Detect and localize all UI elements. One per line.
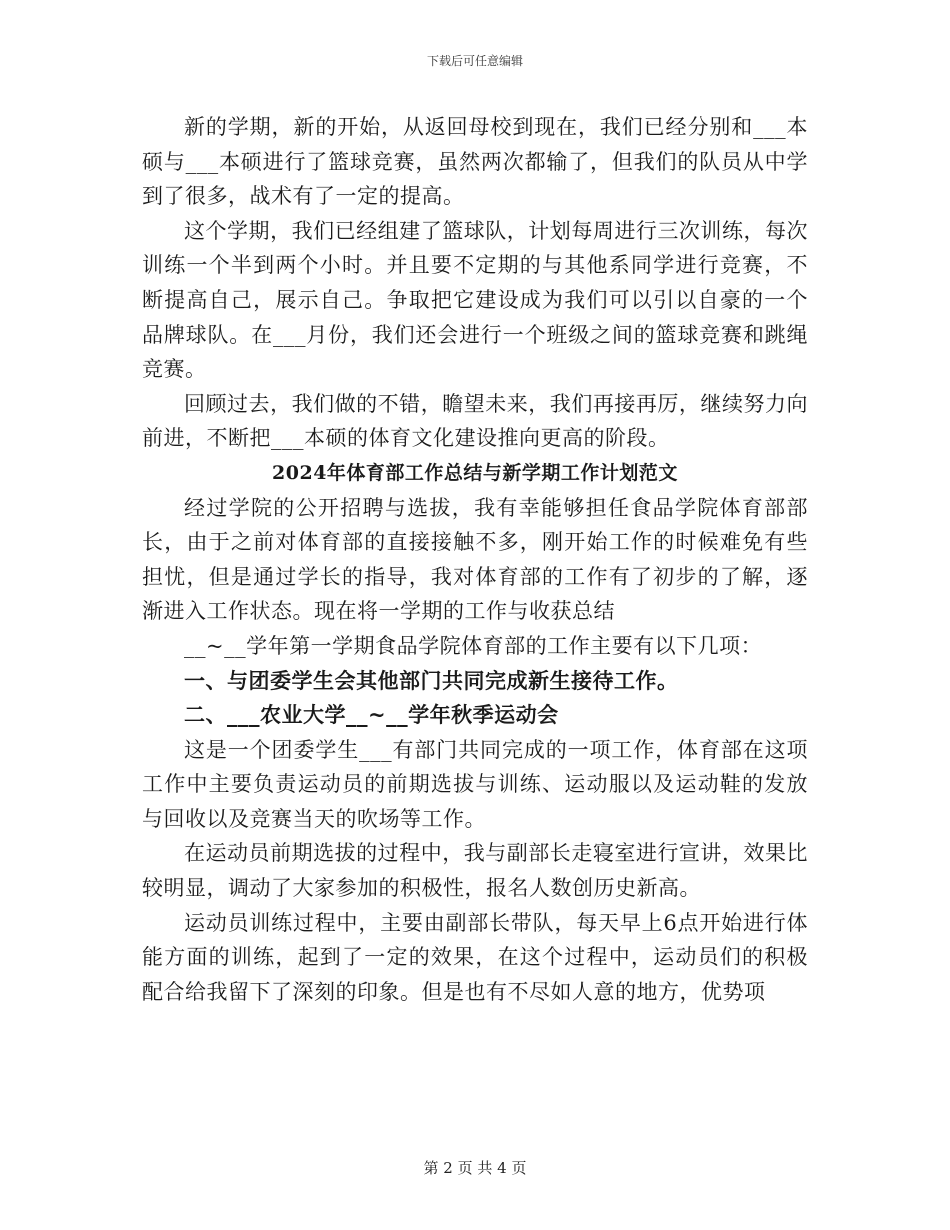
section-heading-2: 二、___农业大学__~__学年秋季运动会: [184, 702, 559, 728]
document-title: 2024年体育部工作总结与新学期工作计划范文: [272, 461, 678, 484]
paragraph-intro: 经过学院的公开招聘与选拔，我有幸能够担任食品学院体育部部长，由于之前对体育部的直接接触不多，刚开始工作的时候难免有些担忧，但是通过学长的指导，我对体育部的工作有了初步的了解，逐渐进入工作状态。现在将一学期的工作与收获总结: [142, 495, 808, 624]
paragraph-basketball-matches: 新的学期，新的开始，从返回母校到现在，我们已经分别和___本硕与___本硕进行了篮球竞赛，虽然两次都输了，但我们的队员从中学到了很多，战术有了一定的提高。: [142, 115, 808, 209]
page-header: 下载后可任意编辑: [426, 54, 523, 68]
section-heading-1: 一、与团委学生会其他部门共同完成新生接待工作。: [184, 667, 679, 693]
paragraph-team-plan: 这个学期，我们已经组建了篮球队，计划每周进行三次训练，每次训练一个半到两个小时。并且要不定期的与其他系同学进行竞赛，不断提高自己，展示自己。争取把它建设成为我们可以引以自豪的一个品牌球队。在___月份，我们还会进行一个班级之间的篮球竞赛和跳绳竞赛。: [142, 218, 808, 382]
paragraph-sports-meet: 这是一个团委学生___有部门共同完成的一项工作，体育部在这项工作中主要负责运动员的前期选拔与训练、运动服以及运动鞋的发放与回收以及竞赛当天的吹场等工作。: [142, 737, 808, 831]
paragraph-training: 运动员训练过程中，主要由副部长带队，每天早上6点开始进行体能方面的训练，起到了一定的效果，在这个过程中，运动员们的积极配合给我留下了深刻的印象。但是也有不尽如人意的地方，优势项: [142, 910, 808, 1004]
document-body: [142, 110, 808, 1009]
page-footer: 第 2 页 共 4 页: [423, 1159, 527, 1177]
paragraph-work-items: __~__学年第一学期食品学院体育部的工作主要有以下几项：: [184, 633, 763, 658]
paragraph-review: 回顾过去，我们做的不错，瞻望未来，我们再接再厉，继续努力向前进，不断把___本硕的体育文化建设推向更高的阶段。: [142, 391, 808, 451]
paragraph-selection: 在运动员前期选拔的过程中，我与副部长走寝室进行宣讲，效果比较明显，调动了大家参加的积极性，报名人数创历史新高。: [142, 841, 808, 901]
